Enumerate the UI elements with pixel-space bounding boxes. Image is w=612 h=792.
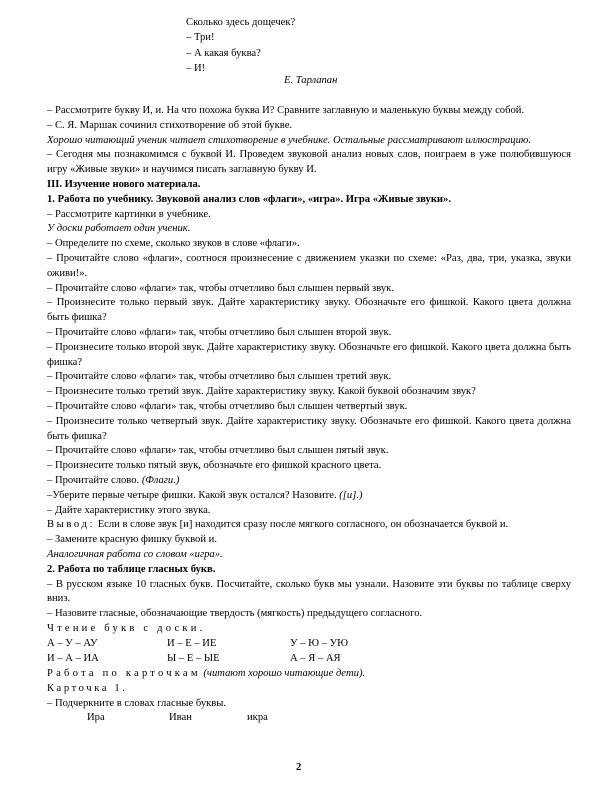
paragraph: – Рассмотрите картинки в учебнике. [47,208,211,220]
poem-line: – И! [186,62,206,74]
conclusion [47,518,571,533]
paragraph: – Прочитайте слово «флаги» так, чтобы отчетливо был слышен третий звук. [47,371,392,383]
italic-note: Аналогичная работа со словом «игра». [47,548,223,560]
italic-note: Хорошо читающий ученик читает стихотворение в учебнике. Остальные рассматривают иллюстрацию. [47,134,532,146]
cards-heading [47,667,571,682]
paragraph: – Произнесите только пятый звук, обозначьте его фишкой красного цвета. [47,460,382,472]
poem [186,15,295,76]
paragraph: – Назовите гласные, обозначающие твердость (мягкость) предыдущего согласного. [47,608,423,620]
card-word: Иван [169,712,192,724]
card-word: Ира [87,712,105,724]
reading-title: Чтение букв с доски. [47,622,206,634]
letter-combo: А – Я – АЯ [290,652,341,664]
paragraph: – Дайте характеристику этого звука. [47,504,211,516]
cards-note: (читают хорошо читающие дети). [203,668,366,680]
poem-line: – Три! [186,32,215,44]
paragraph: – Прочитайте слово «флаги» так, чтобы отчетливо был слышен четвертый звук. [47,400,408,412]
poem-line: – А какая буква? [186,47,261,59]
paragraph: – Сегодня мы познакомимся с буквой И. Проведем звуковой анализ новых слов, поиграем в уже полюбившуюся игру «Живые звуки» и научимся писать заглавную букву И. [47,149,571,176]
letter-combo: И – А – ИА [47,652,99,664]
card-title: Карточка 1. [47,682,128,694]
reading-row [47,652,571,667]
paragraph: – В русском языке 10 гласных букв. Посчитайте, сколько букв мы узнали. Назовите эти буквы по таблице сверху вниз. [47,578,571,605]
page-number: 2 [296,762,302,773]
italic-note: У доски работает один ученик. [47,223,191,235]
paragraph: – Прочитайте слово «флаги» так, чтобы отчетливо был слышен пятый звук. [47,445,389,457]
paragraph: – Произнесите только третий звук. Дайте характеристику звуку. Какой буквой обозначим звук? [47,386,476,398]
italic-answer: ([и].) [339,489,363,501]
paragraph-text: – Прочитайте слово. [47,474,140,486]
reading-row [47,637,571,652]
paragraph [47,489,571,504]
paragraph-text: –Уберите первые четыре фишки. Какой звук остался? Назовите. [47,489,337,501]
letter-combo: А – У – АУ [47,637,98,649]
paragraph: – Произнесите только первый звук. Дайте характеристику звуку. Обозначьте его фишкой. Какого цвета должна быть фишка? [47,297,571,324]
card-task: – Подчеркните в словах гласные буквы. [47,697,227,709]
paragraph: – Произнесите только четвертый звук. Дайте характеристику звуку. Обозначьте его фишкой. Какого цвета должна быть фишка? [47,415,571,442]
letter-combo: У – Ю – УЮ [290,637,348,649]
subsection-heading: 1. Работа по учебнику. Звуковой анализ слов «флаги», «игра». Игра «Живые звуки». [47,193,451,205]
lesson-body [47,104,571,727]
paragraph: – Прочитайте слово «флаги» так, чтобы отчетливо был слышен второй звук. [47,326,392,338]
italic-answer: (Флаги.) [141,474,180,486]
letter-combo: Ы – Е – ЫЕ [167,652,220,664]
poem-line: Сколько здесь дощечек? [186,17,296,28]
paragraph: – Прочитайте слово «флаги», соотнося произнесение с движением указки по схеме: «Раз, два, три, указка, звуки оживи!». [47,252,571,279]
poem-author: Е. Тарлапан [284,75,338,86]
paragraph: – Рассмотрите букву И, и. На что похожа буква И? Сравните заглавную и маленькую буквы между собой. [47,105,525,116]
section-heading: III. Изучение нового материала. [47,178,201,190]
paragraph: – Определите по схеме, сколько звуков в слове «флаги». [47,238,300,250]
paragraph: – С. Я. Маршак сочинил стихотворение об этой букве. [47,119,293,131]
conclusion-label: Вывод: [47,519,96,531]
paragraph: – Замените красную фишку буквой и. [47,534,217,546]
paragraph: – Произнесите только второй звук. Дайте характеристику звуку. Обозначьте его фишкой. Какого цвета должна быть фишка? [47,341,571,368]
card-words [47,711,571,726]
letter-combo: И – Е – ИЕ [167,637,217,649]
cards-title: Работа по карточкам [47,668,201,680]
paragraph: – Прочитайте слово «флаги» так, чтобы отчетливо был слышен первый звук. [47,282,394,294]
subsection-heading: 2. Работа по таблице гласных букв. [47,563,216,575]
conclusion-text: Если в слове звук [и] находится сразу после мягкого согласного, он обозначается буквой и. [97,519,509,531]
paragraph [47,474,571,489]
card-word: икра [247,712,268,724]
